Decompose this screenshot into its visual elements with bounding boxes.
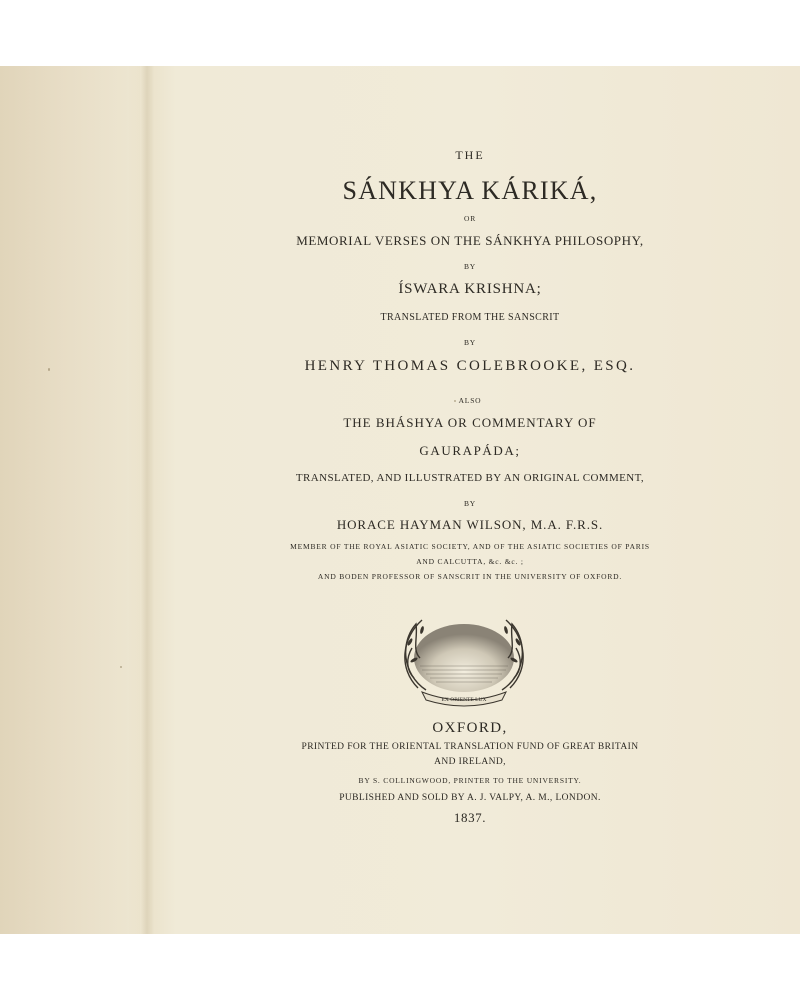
commentary-line: THE BHÁSHYA OR COMMENTARY OF	[343, 415, 597, 430]
by-line-1: BY	[463, 262, 477, 271]
ex-oriente-lux-vignette	[396, 608, 532, 708]
professor-line: AND BODEN PROFESSOR OF SANSCRIT IN THE UNIVERSITY OF OXFORD.	[317, 572, 623, 581]
printed-for-line-1: PRINTED FOR THE ORIENTAL TRANSLATION FUND OF GREAT BRITAIN	[301, 742, 639, 752]
editor-name: HORACE HAYMAN WILSON, M.A. F.R.S.	[336, 517, 604, 532]
commentator-name: GAURAPÁDA;	[419, 443, 521, 458]
printer-line: BY S. COLLINGWOOD, PRINTER TO THE UNIVERSITY.	[358, 776, 582, 785]
the-line: THE	[455, 148, 485, 162]
subtitle: MEMORIAL VERSES ON THE SÁNKHYA PHILOSOPHY,	[296, 233, 644, 248]
foxing-speck	[120, 666, 122, 668]
translator-name: HENRY THOMAS COLEBROOKE, ESQ.	[304, 358, 636, 374]
translated-illustrated-line: TRANSLATED, AND ILLUSTRATED BY AN ORIGINAL COMMENT,	[295, 472, 645, 484]
book-gutter	[140, 66, 154, 934]
by-line-2: BY	[463, 338, 477, 347]
printed-for-line-2: AND IRELAND,	[434, 757, 506, 767]
member-line-1: MEMBER OF THE ROYAL ASIATIC SOCIETY, AND OF THE ASIATIC SOCIETIES OF PARIS	[290, 542, 650, 551]
main-title: SÁNKHYA KÁRIKÁ,	[342, 176, 598, 205]
also-line: ALSO	[458, 396, 482, 405]
vignette-motto: EX ORIENTE LUX	[441, 697, 487, 703]
or-line: OR	[463, 214, 477, 223]
left-page	[0, 66, 140, 934]
publisher-line: PUBLISHED AND SOLD BY A. J. VALPY, A. M., LONDON.	[339, 793, 601, 803]
place-line: OXFORD,	[432, 720, 508, 736]
year-line: 1837.	[453, 810, 487, 825]
translated-from-line: TRANSLATED FROM THE SANSCRIT	[380, 312, 560, 323]
member-line-2: AND CALCUTTA, &c. &c. ;	[416, 557, 524, 566]
author-name: ÍSWARA KRISHNA;	[398, 281, 542, 297]
foxing-speck	[48, 368, 50, 371]
by-line-3: BY	[463, 499, 477, 508]
